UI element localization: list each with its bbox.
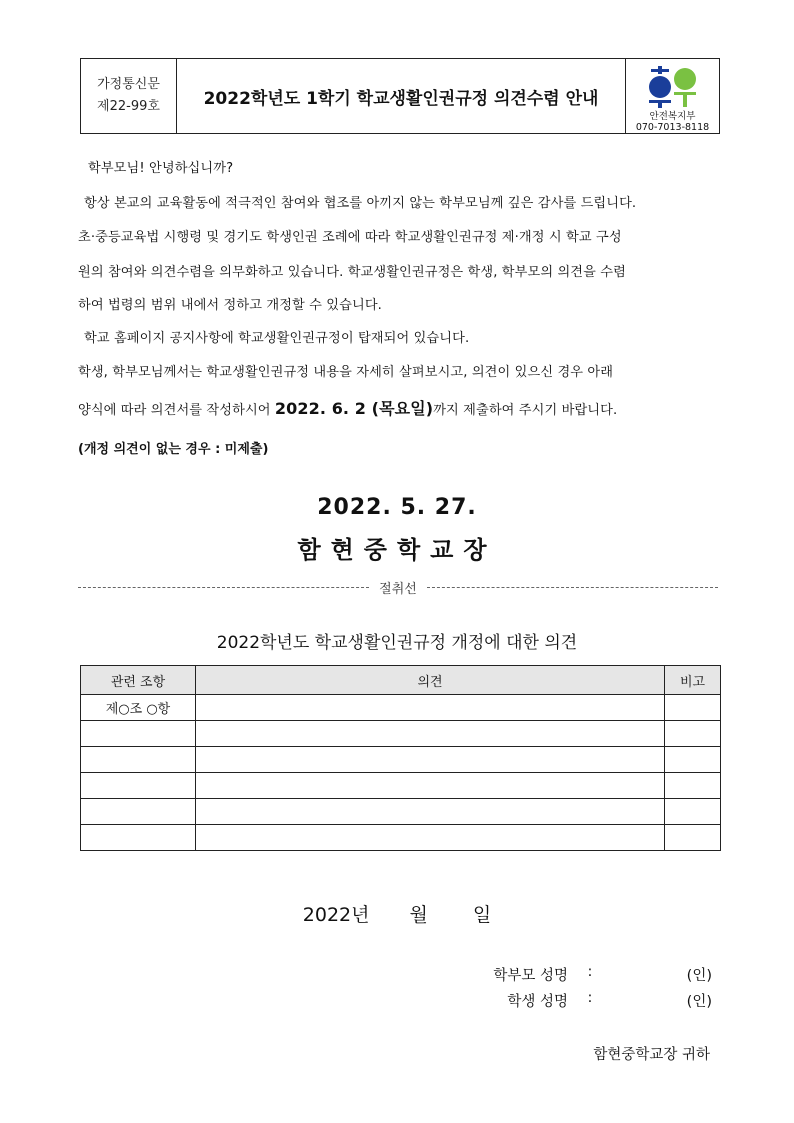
body-line-2: 초·중등교육법 시행령 및 경기도 학생인권 조례에 따라 학교생활인권규정 제·개정 시 학교 구성 <box>78 230 622 245</box>
body-line-3: 원의 참여와 의견수렴을 의무화하고 있습니다. 학교생활인권규정은 학생, 학부모의 의견을 수렴 <box>78 265 626 280</box>
opinion-cell[interactable] <box>196 825 665 851</box>
doc-meta <box>81 59 177 133</box>
doc-type: 가정통신문 <box>97 77 160 92</box>
body-line-1: 항상 본교의 교육활동에 적극적인 참여와 협조를 아끼지 않는 학부모님께 깊은 감사를 드립니다. <box>84 196 637 211</box>
sign-day: 일 <box>472 904 492 926</box>
opinion-cell[interactable] <box>196 747 665 773</box>
department-phone: 070-7013-8118 <box>635 122 710 133</box>
issue-date: 2022. 5. 27. <box>317 495 477 520</box>
student-name-label: 학생 성명 <box>507 994 568 1010</box>
school-logo-box <box>626 59 719 133</box>
header-remarks: 비고 <box>665 666 721 695</box>
school-logo-icon <box>643 65 703 109</box>
clause-cell[interactable] <box>81 799 196 825</box>
opinion-cell[interactable] <box>196 773 665 799</box>
remarks-cell[interactable] <box>665 773 721 799</box>
remarks-cell[interactable] <box>665 825 721 851</box>
clause-cell[interactable] <box>81 773 196 799</box>
body-line-5: 학교 홈페이지 공지사항에 학교생활인권규정이 탑재되어 있습니다. <box>84 331 470 346</box>
opinion-cell[interactable] <box>196 721 665 747</box>
form-title: 2022학년도 학교생활인권규정 개정에 대한 의견 <box>216 633 578 653</box>
clause-cell[interactable] <box>81 721 196 747</box>
page-title: 2022학년도 1학기 학교생활인권규정 의견수렴 안내 <box>177 59 626 133</box>
no-opinion-note: (개정 의견이 없는 경우 : 미제출) <box>78 442 269 457</box>
header-opinion: 의견 <box>196 666 665 695</box>
parent-seal[interactable]: (인) <box>686 968 712 984</box>
student-colon: : <box>587 990 593 1006</box>
clause-cell[interactable]: 제○조 ○항 <box>81 695 196 721</box>
table-row <box>81 773 721 799</box>
department-name: 안전복지부 <box>649 111 696 122</box>
clause-cell[interactable] <box>81 825 196 851</box>
table-row <box>81 799 721 825</box>
remarks-cell[interactable] <box>665 695 721 721</box>
table-row <box>81 721 721 747</box>
body-line-6: 학생, 학부모님께서는 학교생활인권규정 내용을 자세히 살펴보시고, 의견이 있으신 경우 아래 <box>78 365 614 380</box>
remarks-cell[interactable] <box>665 799 721 825</box>
cut-dash-right <box>427 587 718 588</box>
signature-date <box>0 900 794 927</box>
student-seal[interactable]: (인) <box>686 994 712 1010</box>
opinion-table <box>80 665 721 851</box>
remarks-cell[interactable] <box>665 721 721 747</box>
cut-dash-left <box>78 587 369 588</box>
deadline-prefix: 양식에 따라 의견서를 작성하시어 <box>78 403 275 418</box>
table-header-row <box>81 666 721 695</box>
issuer-name: 함현중학교장 <box>297 536 497 564</box>
opinion-cell[interactable] <box>196 799 665 825</box>
letter-header <box>80 58 720 134</box>
body-line-4: 하여 법령의 범위 내에서 정하고 개정할 수 있습니다. <box>78 298 382 313</box>
student-signature-row <box>507 990 712 1011</box>
header-clause: 관련 조항 <box>81 666 196 695</box>
parent-colon: : <box>587 964 593 980</box>
clause-cell[interactable] <box>81 747 196 773</box>
cut-line <box>78 578 718 597</box>
sign-year: 2022년 <box>302 904 370 926</box>
deadline-suffix: 까지 제출하여 주시기 바랍니다. <box>433 403 618 418</box>
addressee: 함현중학교장 귀하 <box>593 1047 710 1063</box>
table-row <box>81 747 721 773</box>
opinion-cell[interactable] <box>196 695 665 721</box>
remarks-cell[interactable] <box>665 747 721 773</box>
table-row <box>81 695 721 721</box>
table-row <box>81 825 721 851</box>
greeting: 학부모님! 안녕하십니까? <box>88 161 234 176</box>
cut-label: 절취선 <box>379 582 417 597</box>
deadline-line <box>78 396 718 419</box>
deadline-date: 2022. 6. 2 (목요일) <box>274 399 434 418</box>
parent-name-label: 학부모 성명 <box>493 968 568 984</box>
sign-month: 월 <box>409 904 428 926</box>
parent-signature-row <box>493 964 712 985</box>
doc-number: 제22-99호 <box>97 99 160 114</box>
